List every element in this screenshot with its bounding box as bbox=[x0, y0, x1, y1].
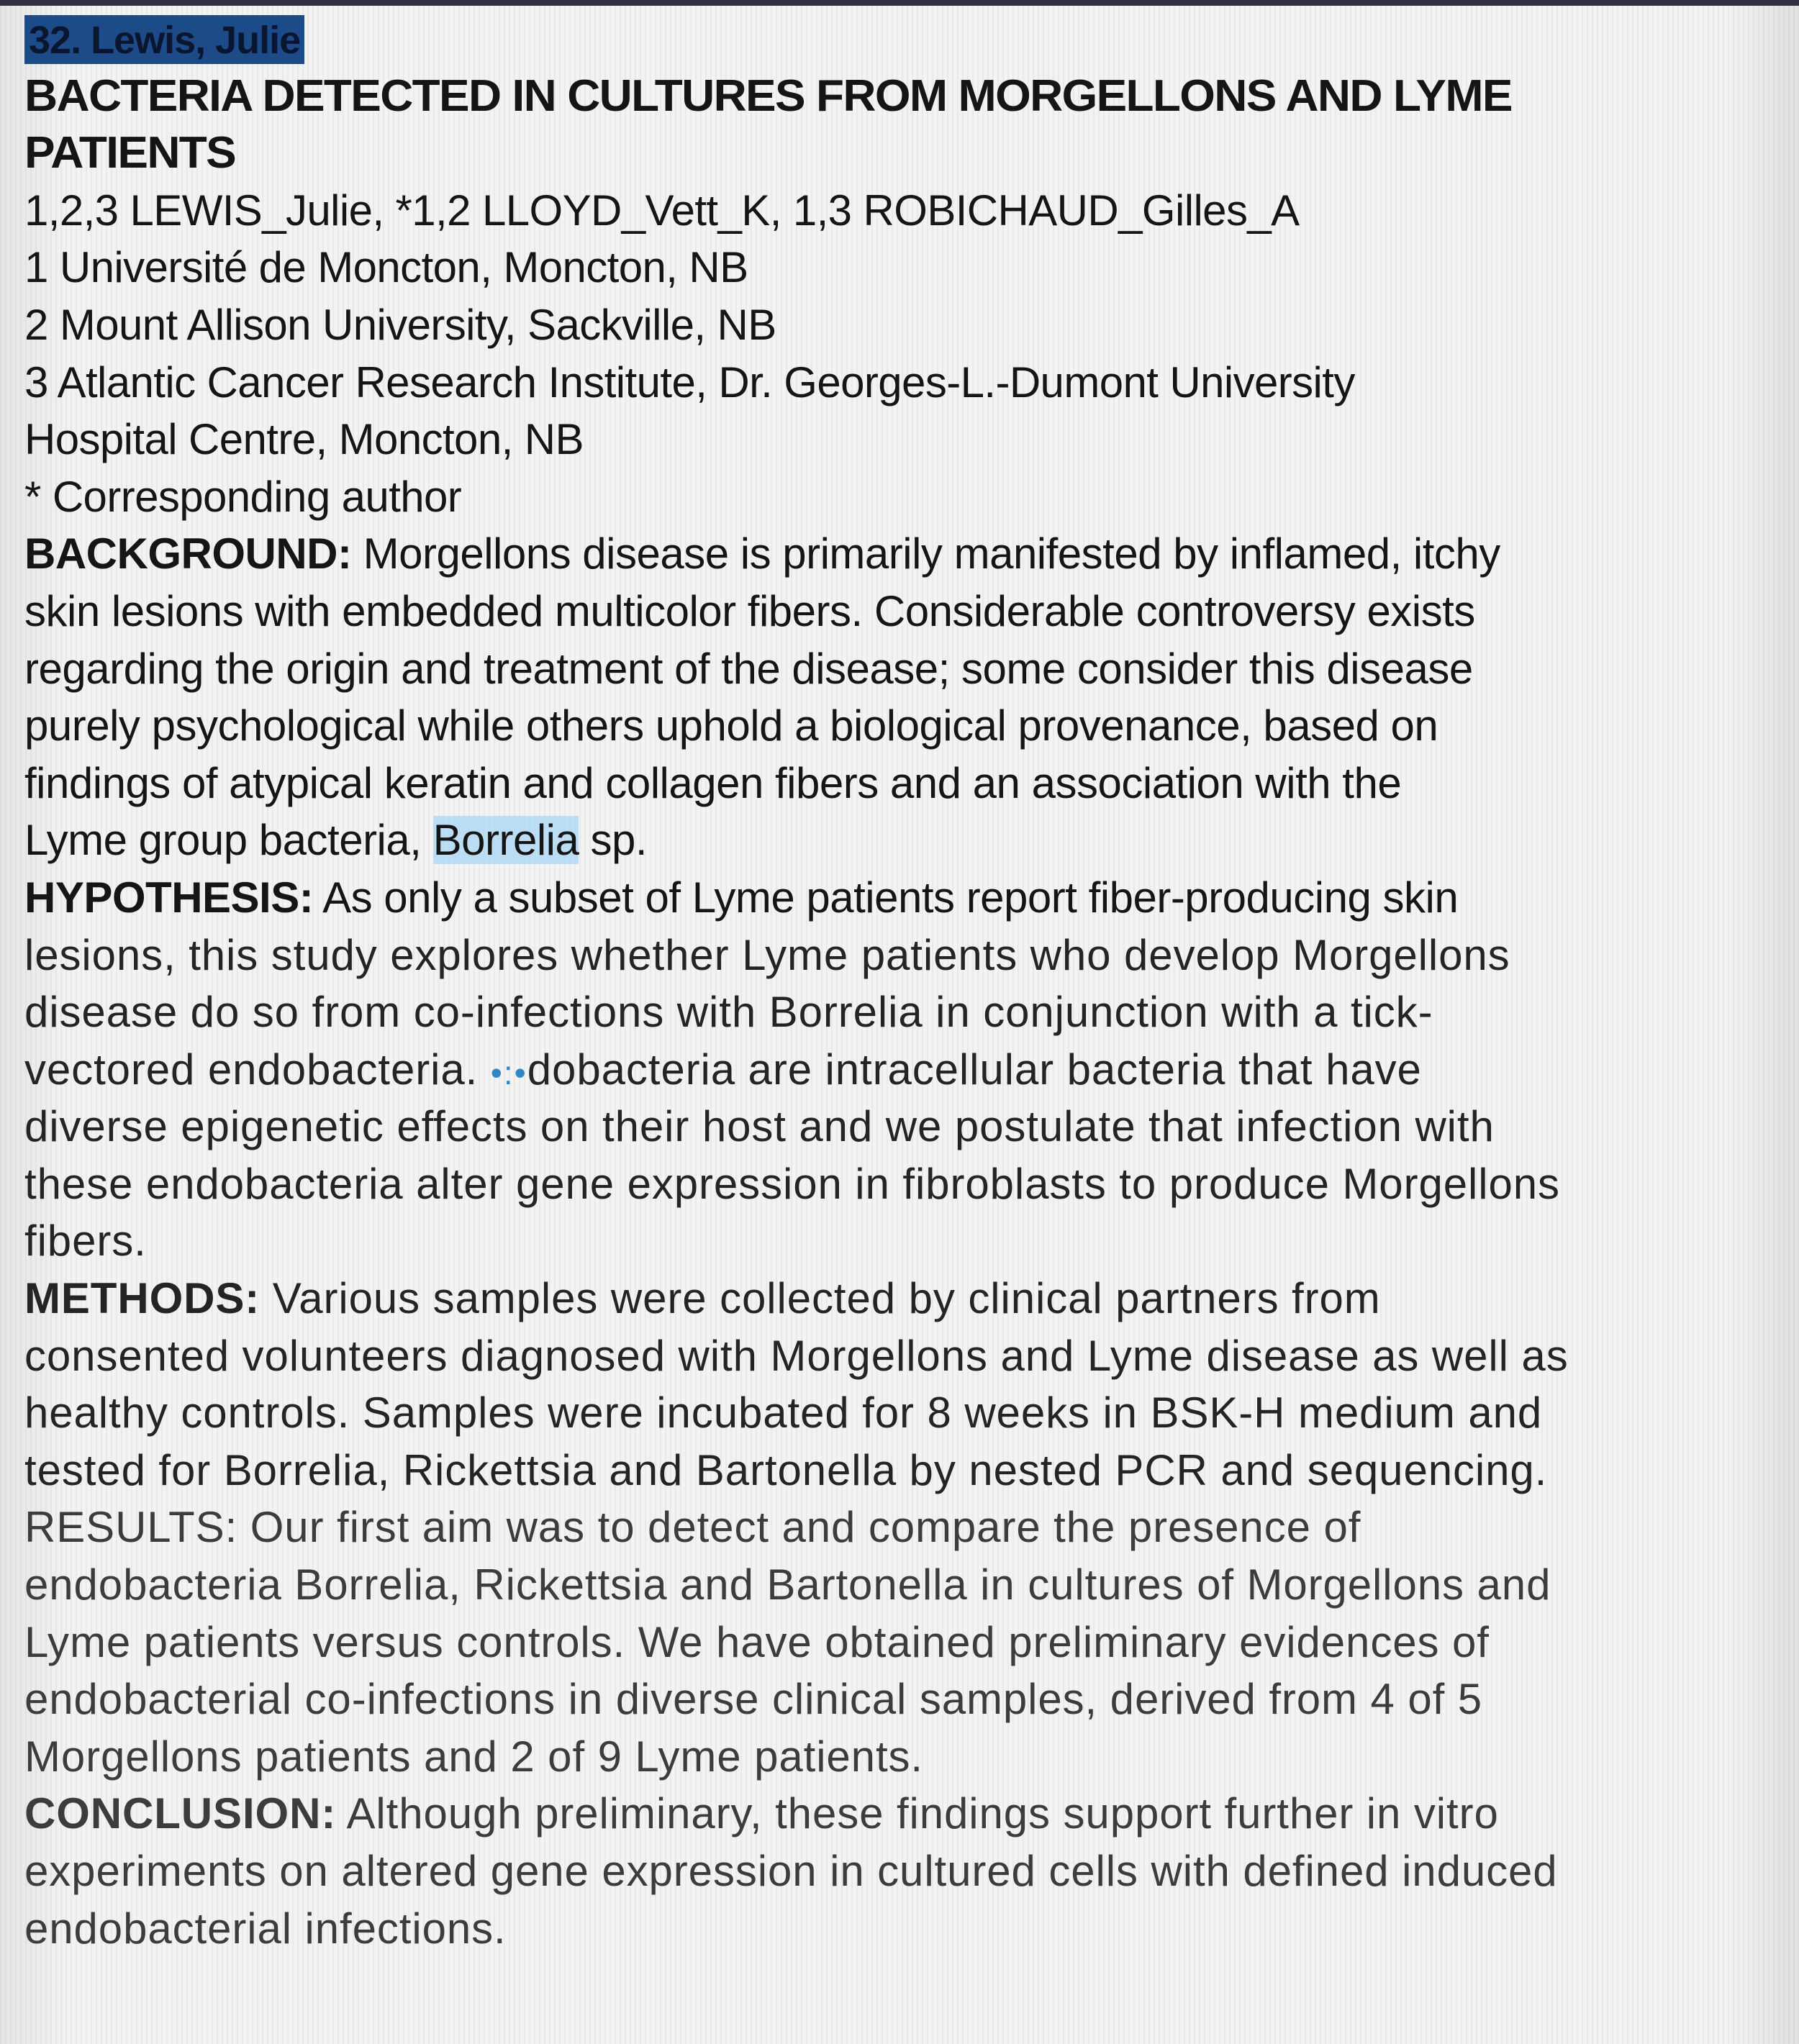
hypothesis-line-2: lesions, this study explores whether Lyme patients who develop Morgellons bbox=[24, 930, 1510, 979]
background-line-4: purely psychological while others uphold a biological provenance, based on bbox=[24, 701, 1438, 750]
hypothesis-label: HYPOTHESIS: bbox=[24, 873, 314, 922]
methods-label: METHODS: bbox=[24, 1274, 260, 1323]
methods-line-2: consented volunteers diagnosed with Morgellons and Lyme disease as well as bbox=[24, 1331, 1569, 1380]
corresponding-author-note: * Corresponding author bbox=[24, 472, 462, 521]
conclusion-line-2: experiments on altered gene expression in cultured cells with defined induced bbox=[24, 1847, 1558, 1895]
conclusion-line-3: endobacterial infections. bbox=[24, 1904, 507, 1953]
affiliation-3-line-2: Hospital Centre, Moncton, NB bbox=[24, 415, 584, 464]
abstract-document bbox=[24, 10, 1780, 1957]
methods-line-1 bbox=[24, 1270, 1780, 1327]
background-line-6-end: sp. bbox=[579, 816, 648, 865]
hypothesis-line-6: these endobacteria alter gene expression in fibroblasts to produce Morgellons bbox=[24, 1159, 1560, 1208]
hypothesis-line-4-end: dobacteria are intracellular bacteria that have bbox=[527, 1045, 1422, 1094]
methods-text: Various samples were collected by clinical partners from bbox=[260, 1274, 1381, 1323]
affiliation-1: 1 Université de Moncton, Moncton, NB bbox=[24, 243, 748, 292]
hypothesis-line-4-start: vectored endobacteria. bbox=[24, 1045, 491, 1094]
background-label: BACKGROUND: bbox=[24, 530, 352, 578]
abstract-title-line-1: BACTERIA DETECTED IN CULTURES FROM MORGELLONS AND LYME bbox=[24, 71, 1512, 121]
hypothesis-line-1 bbox=[24, 869, 1780, 927]
hypothesis-line-3: disease do so from co-infections with Borrelia in conjunction with a tick- bbox=[24, 988, 1433, 1037]
conclusion-line-1 bbox=[24, 1785, 1780, 1843]
author-tag[interactable]: 32. Lewis, Julie bbox=[24, 15, 304, 64]
results-line-1: RESULTS: Our first aim was to detect and compare the presence of bbox=[24, 1503, 1361, 1552]
methods-line-3: healthy controls. Samples were incubated for 8 weeks in BSK-H medium and bbox=[24, 1389, 1543, 1437]
background-text: Morgellons disease is primarily manifested by inflamed, itchy bbox=[351, 530, 1500, 578]
hypothesis-line-5: diverse epigenetic effects on their host and we postulate that infection with bbox=[24, 1102, 1495, 1151]
results-line-2: endobacteria Borrelia, Rickettsia and Bartonella in cultures of Morgellons and bbox=[24, 1561, 1551, 1609]
background-line-2: skin lesions with embedded multicolor fibers. Considerable controversy exists bbox=[24, 586, 1475, 635]
affiliation-3-line-1: 3 Atlantic Cancer Research Institute, Dr. Georges-L.-Dumont University bbox=[24, 358, 1355, 406]
window-top-edge bbox=[0, 0, 1799, 6]
results-line-5: Morgellons patients and 2 of 9 Lyme patients. bbox=[24, 1732, 923, 1781]
conclusion-text: Although preliminary, these findings support further in vitro bbox=[336, 1789, 1499, 1838]
results-line-3: Lyme patients versus controls. We have obtained preliminary evidences of bbox=[24, 1617, 1490, 1666]
hypothesis-line-4 bbox=[24, 1041, 1780, 1099]
background-line-6-start: Lyme group bacteria, bbox=[24, 816, 433, 865]
methods-line-4: tested for Borrelia, Rickettsia and Bartonella by nested PCR and sequencing. bbox=[24, 1445, 1548, 1494]
conclusion-label: CONCLUSION: bbox=[24, 1789, 337, 1838]
borrelia-highlight[interactable]: Borrelia bbox=[432, 816, 579, 865]
author-tag-row bbox=[24, 10, 1780, 68]
hypothesis-text: As only a subset of Lyme patients report fiber-producing skin bbox=[313, 873, 1459, 922]
background-line-5: findings of atypical keratin and collagen fibers and an association with the bbox=[24, 758, 1402, 807]
background-line-6 bbox=[24, 812, 1780, 869]
results-line-4: endobacterial co-infections in diverse clinical samples, derived from 4 of 5 bbox=[24, 1675, 1483, 1724]
author-list: 1,2,3 LEWIS_Julie, *1,2 LLOYD_Vett_K, 1,3 ROBICHAUD_Gilles_A bbox=[24, 186, 1300, 235]
background-line-1 bbox=[24, 525, 1780, 583]
background-line-3: regarding the origin and treatment of the disease; some consider this disease bbox=[24, 644, 1473, 693]
abstract-title-line-2: PATIENTS bbox=[24, 128, 236, 178]
hypothesis-line-7: fibers. bbox=[24, 1217, 147, 1266]
text-glitch-artifact: •:• bbox=[490, 1053, 527, 1091]
affiliation-2: 2 Mount Allison University, Sackville, NB bbox=[24, 300, 776, 349]
